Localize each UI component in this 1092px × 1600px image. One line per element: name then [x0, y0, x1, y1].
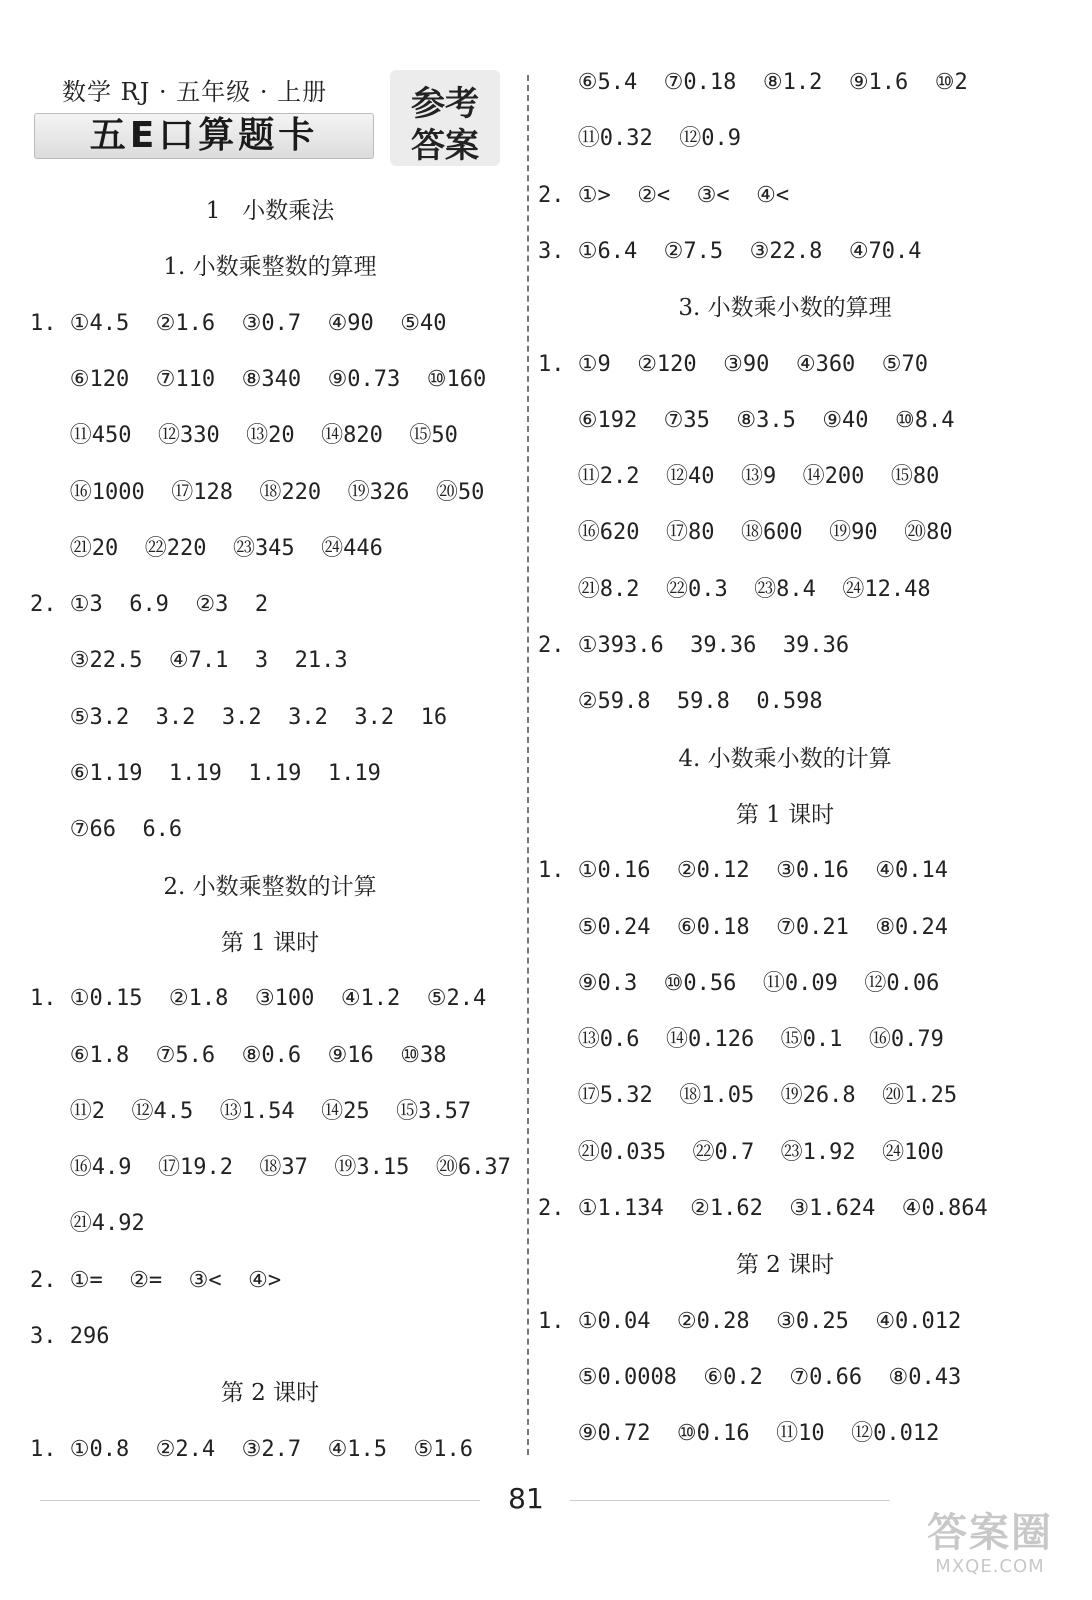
answer-line: 1. ①0.15 ②1.8 ③100 ④1.2 ⑤2.4 [30, 986, 487, 1012]
answer-line: ⑯1000 ⑰128 ⑱220 ⑲326 ⑳50 [30, 479, 485, 505]
footer-rule-left [40, 1500, 480, 1501]
answer-line: 2. ①= ②= ③< ④> [30, 1267, 282, 1293]
answer-line: ②59.8 59.8 0.598 [538, 689, 823, 715]
answer-line: ㉑20 ㉒220 ㉓345 ㉔446 [30, 535, 383, 561]
watermark [900, 1510, 1080, 1590]
answer-line: ⑥192 ⑦35 ⑧3.5 ⑨40 ⑩8.4 [538, 407, 955, 433]
column-divider [527, 75, 529, 1455]
answer-line: 1. ①0.8 ②2.4 ③2.7 ④1.5 ⑤1.6 [30, 1436, 473, 1462]
answer-line: ⑪0.32 ⑫0.9 [538, 126, 741, 152]
answer-line: 2. ①> ②< ③< ④< [538, 182, 790, 208]
answer-line: ③22.5 ④7.1 3 21.3 [30, 648, 348, 674]
section-heading: 1 小数乘法 [205, 198, 335, 224]
answer-line: 3. ①6.4 ②7.5 ③22.8 ④70.4 [538, 238, 922, 264]
answer-line: 1. ①0.04 ②0.28 ③0.25 ④0.012 [538, 1308, 962, 1334]
answer-line: ⑥120 ⑦110 ⑧340 ⑨0.73 ⑩160 [30, 366, 487, 392]
answer-line: 1. ①9 ②120 ③90 ④360 ⑤70 [538, 351, 929, 377]
answer-line: ⑤0.0008 ⑥0.2 ⑦0.66 ⑧0.43 [538, 1364, 962, 1390]
section-heading: 2. 小数乘整数的计算 [163, 873, 377, 900]
answer-line: ⑨0.3 ⑩0.56 ⑪0.09 ⑫0.06 [538, 970, 940, 996]
answer-line: ⑨0.72 ⑩0.16 ⑪10 ⑫0.012 [538, 1421, 940, 1447]
answer-badge-line-1: 参考 [411, 84, 479, 124]
answer-line: 2. ①3 6.9 ②3 2 [30, 592, 269, 618]
answer-line: ⑥1.8 ⑦5.6 ⑧0.6 ⑨16 ⑩38 [30, 1042, 447, 1068]
section-heading: 3. 小数乘小数的算理 [678, 295, 892, 322]
answer-line: ⑰5.32 ⑱1.05 ⑲26.8 ⑳1.25 [538, 1083, 958, 1109]
section-heading: 第 1 课时 [735, 801, 835, 828]
answer-line: 1. ①0.16 ②0.12 ③0.16 ④0.14 [538, 858, 949, 884]
answer-line: ⑪2.2 ⑫40 ⑬9 ⑭200 ⑮80 [538, 464, 940, 490]
answer-line: 2. ①1.134 ②1.62 ③1.624 ④0.864 [538, 1196, 988, 1221]
answer-line: ⑥1.19 1.19 1.19 1.19 [30, 761, 381, 786]
answer-line: 2. ①393.6 39.36 39.36 [538, 633, 850, 658]
answer-badge [390, 70, 500, 166]
answer-line: ⑯4.9 ⑰19.2 ⑱37 ⑲3.15 ⑳6.37 [30, 1155, 511, 1181]
answer-badge-line-2: 答案 [411, 126, 479, 166]
watermark-logo-text: 答案圈 [927, 1510, 1053, 1556]
answer-line: ㉑0.035 ㉒0.7 ㉓1.92 ㉔100 [538, 1139, 944, 1165]
answer-line: ⑥5.4 ⑦0.18 ⑧1.2 ⑨1.6 ⑩2 [538, 70, 968, 95]
page-number: 81 [508, 1482, 544, 1515]
answer-line: ㉑4.92 [30, 1211, 145, 1237]
section-heading: 第 2 课时 [735, 1252, 835, 1279]
book-subtitle: 数学 RJ · 五年级 · 上册 [62, 78, 328, 106]
section-heading: 第 2 课时 [220, 1380, 320, 1407]
section-heading: 1. 小数乘整数的算理 [163, 254, 377, 281]
answer-line: ⑦66 6.6 [30, 817, 183, 843]
section-heading: 4. 小数乘小数的计算 [678, 745, 892, 772]
answer-line: ⑤3.2 3.2 3.2 3.2 3.2 16 [30, 704, 448, 730]
book-title: 五E口算题卡 [34, 113, 374, 159]
answer-line: ⑤0.24 ⑥0.18 ⑦0.21 ⑧0.24 [538, 914, 949, 940]
answer-line: ⑪2 ⑫4.5 ⑬1.54 ⑭25 ⑮3.57 [30, 1098, 472, 1124]
footer-rule-right [570, 1500, 890, 1501]
answer-line: ⑬0.6 ⑭0.126 ⑮0.1 ⑯0.79 [538, 1027, 944, 1053]
answer-line: ⑪450 ⑫330 ⑬20 ⑭820 ⑮50 [30, 423, 458, 449]
answer-line: ⑯620 ⑰80 ⑱600 ⑲90 ⑳80 [538, 520, 953, 546]
watermark-url: MXQE.COM [935, 1556, 1045, 1577]
answer-line: 1. ①4.5 ②1.6 ③0.7 ④90 ⑤40 [30, 310, 447, 336]
answer-line: 3. 296 [30, 1324, 110, 1349]
section-heading: 第 1 课时 [220, 929, 320, 956]
answer-line: ㉑8.2 ㉒0.3 ㉓8.4 ㉔12.48 [538, 576, 931, 602]
